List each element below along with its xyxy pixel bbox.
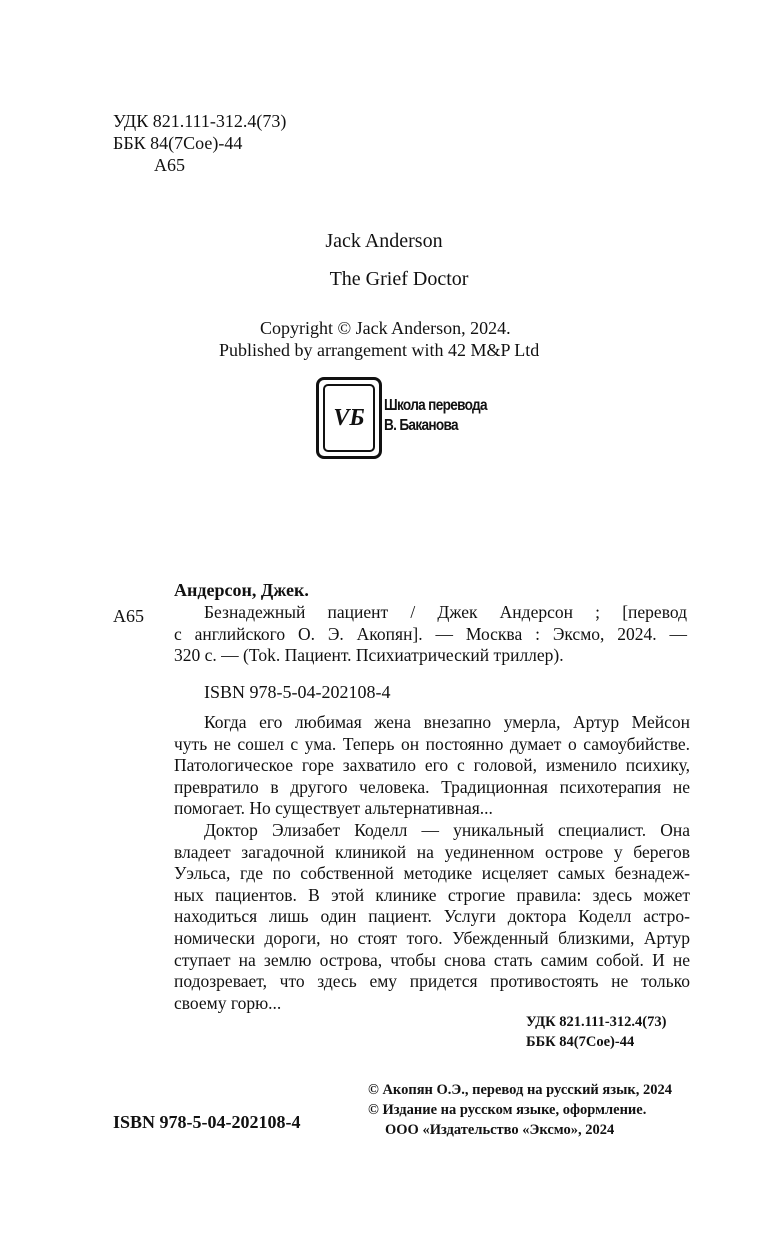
logo-line-1: Школа перевода xyxy=(384,397,487,414)
annotation-line: помогает. Но существует альтернативная... xyxy=(174,798,493,819)
bbk-code: ББК 84(7Сое)-44 xyxy=(113,133,243,153)
annotation-line: превратило в другого человека. Традиционная психотерапия не xyxy=(174,776,690,797)
annotation-line: ных пациентов. В этой клинике строгие правила: здесь может xyxy=(174,884,690,905)
annotation xyxy=(174,712,690,1014)
logo-line-2: В. Баканова xyxy=(384,417,458,434)
copyright-line: Copyright © Jack Anderson, 2024. xyxy=(260,318,511,338)
annotation-line: находиться лишь один пациент. Услуги доктора Коделл астро- xyxy=(174,906,690,927)
annotation-line: чуть не сошел с ума. Теперь он постоянно думает о самоубийстве. xyxy=(174,733,690,754)
footer-udk: УДК 821.111-312.4(73) xyxy=(526,1014,667,1030)
classification-codes xyxy=(113,110,286,176)
annotation-line: ступает на землю острова, чтобы снова стать самим собой. И не xyxy=(174,949,690,970)
catalog-description xyxy=(174,602,687,667)
translation-school-logo xyxy=(316,377,382,459)
catalog-line: Безнадежный пациент / Джек Андерсон ; [перевод xyxy=(204,602,687,622)
catalog-isbn: ISBN 978-5-04-202108-4 xyxy=(204,682,391,702)
annotation-line: своему горю... xyxy=(174,992,282,1013)
annotation-line: Когда его любимая жена внезапно умерла, Артур Мейсон xyxy=(204,712,690,732)
footer-isbn: ISBN 978-5-04-202108-4 xyxy=(113,1112,301,1132)
annotation-line: Доктор Элизабет Коделл — уникальный специалист. Она xyxy=(204,819,690,840)
annotation-line: Патологическое горе захватило его с головой, изменило психику, xyxy=(174,755,690,776)
catalog-author-heading: Андерсон, Джек. xyxy=(174,580,309,600)
copyright-edition: © Издание на русском языке, оформление. xyxy=(368,1102,647,1118)
catalog-mark: А65 xyxy=(113,606,144,626)
logo-text xyxy=(384,396,487,436)
annotation-line: Уэльса, где по собственной методике исцеляет самых безнадеж- xyxy=(174,863,690,884)
footer-bbk: ББК 84(7Сое)-44 xyxy=(526,1034,635,1050)
published-line: Published by arrangement with 42 M&P Ltd xyxy=(219,340,540,360)
original-title: The Grief Doctor xyxy=(329,268,469,290)
annotation-line: номически дороги, но стоят того. Убежденный близкими, Артур xyxy=(174,927,690,948)
footer-codes xyxy=(526,1012,666,1052)
copyright-publisher: ООО «Издательство «Эксмо», 2024 xyxy=(385,1122,615,1138)
annotation-line: владеет загадочной клиникой на уединенном острове у берегов xyxy=(174,841,690,862)
logo-monogram: VБ xyxy=(323,384,375,452)
udk-code: УДК 821.111-312.4(73) xyxy=(113,111,287,131)
catalog-line: с английского О. Э. Акопян]. — Москва : Эксмо, 2024. — xyxy=(174,623,687,644)
footer-copyrights xyxy=(368,1080,672,1140)
annotation-line: подозревает, что здесь ему придется противостоять не только xyxy=(174,971,690,992)
catalog-line: 320 с. — (Tok. Пациент. Психиатрический триллер). xyxy=(174,645,564,666)
original-author: Jack Anderson xyxy=(325,230,443,252)
author-mark: А65 xyxy=(154,155,185,175)
copyright-translation: © Акопян О.Э., перевод на русский язык, 2024 xyxy=(368,1082,673,1098)
